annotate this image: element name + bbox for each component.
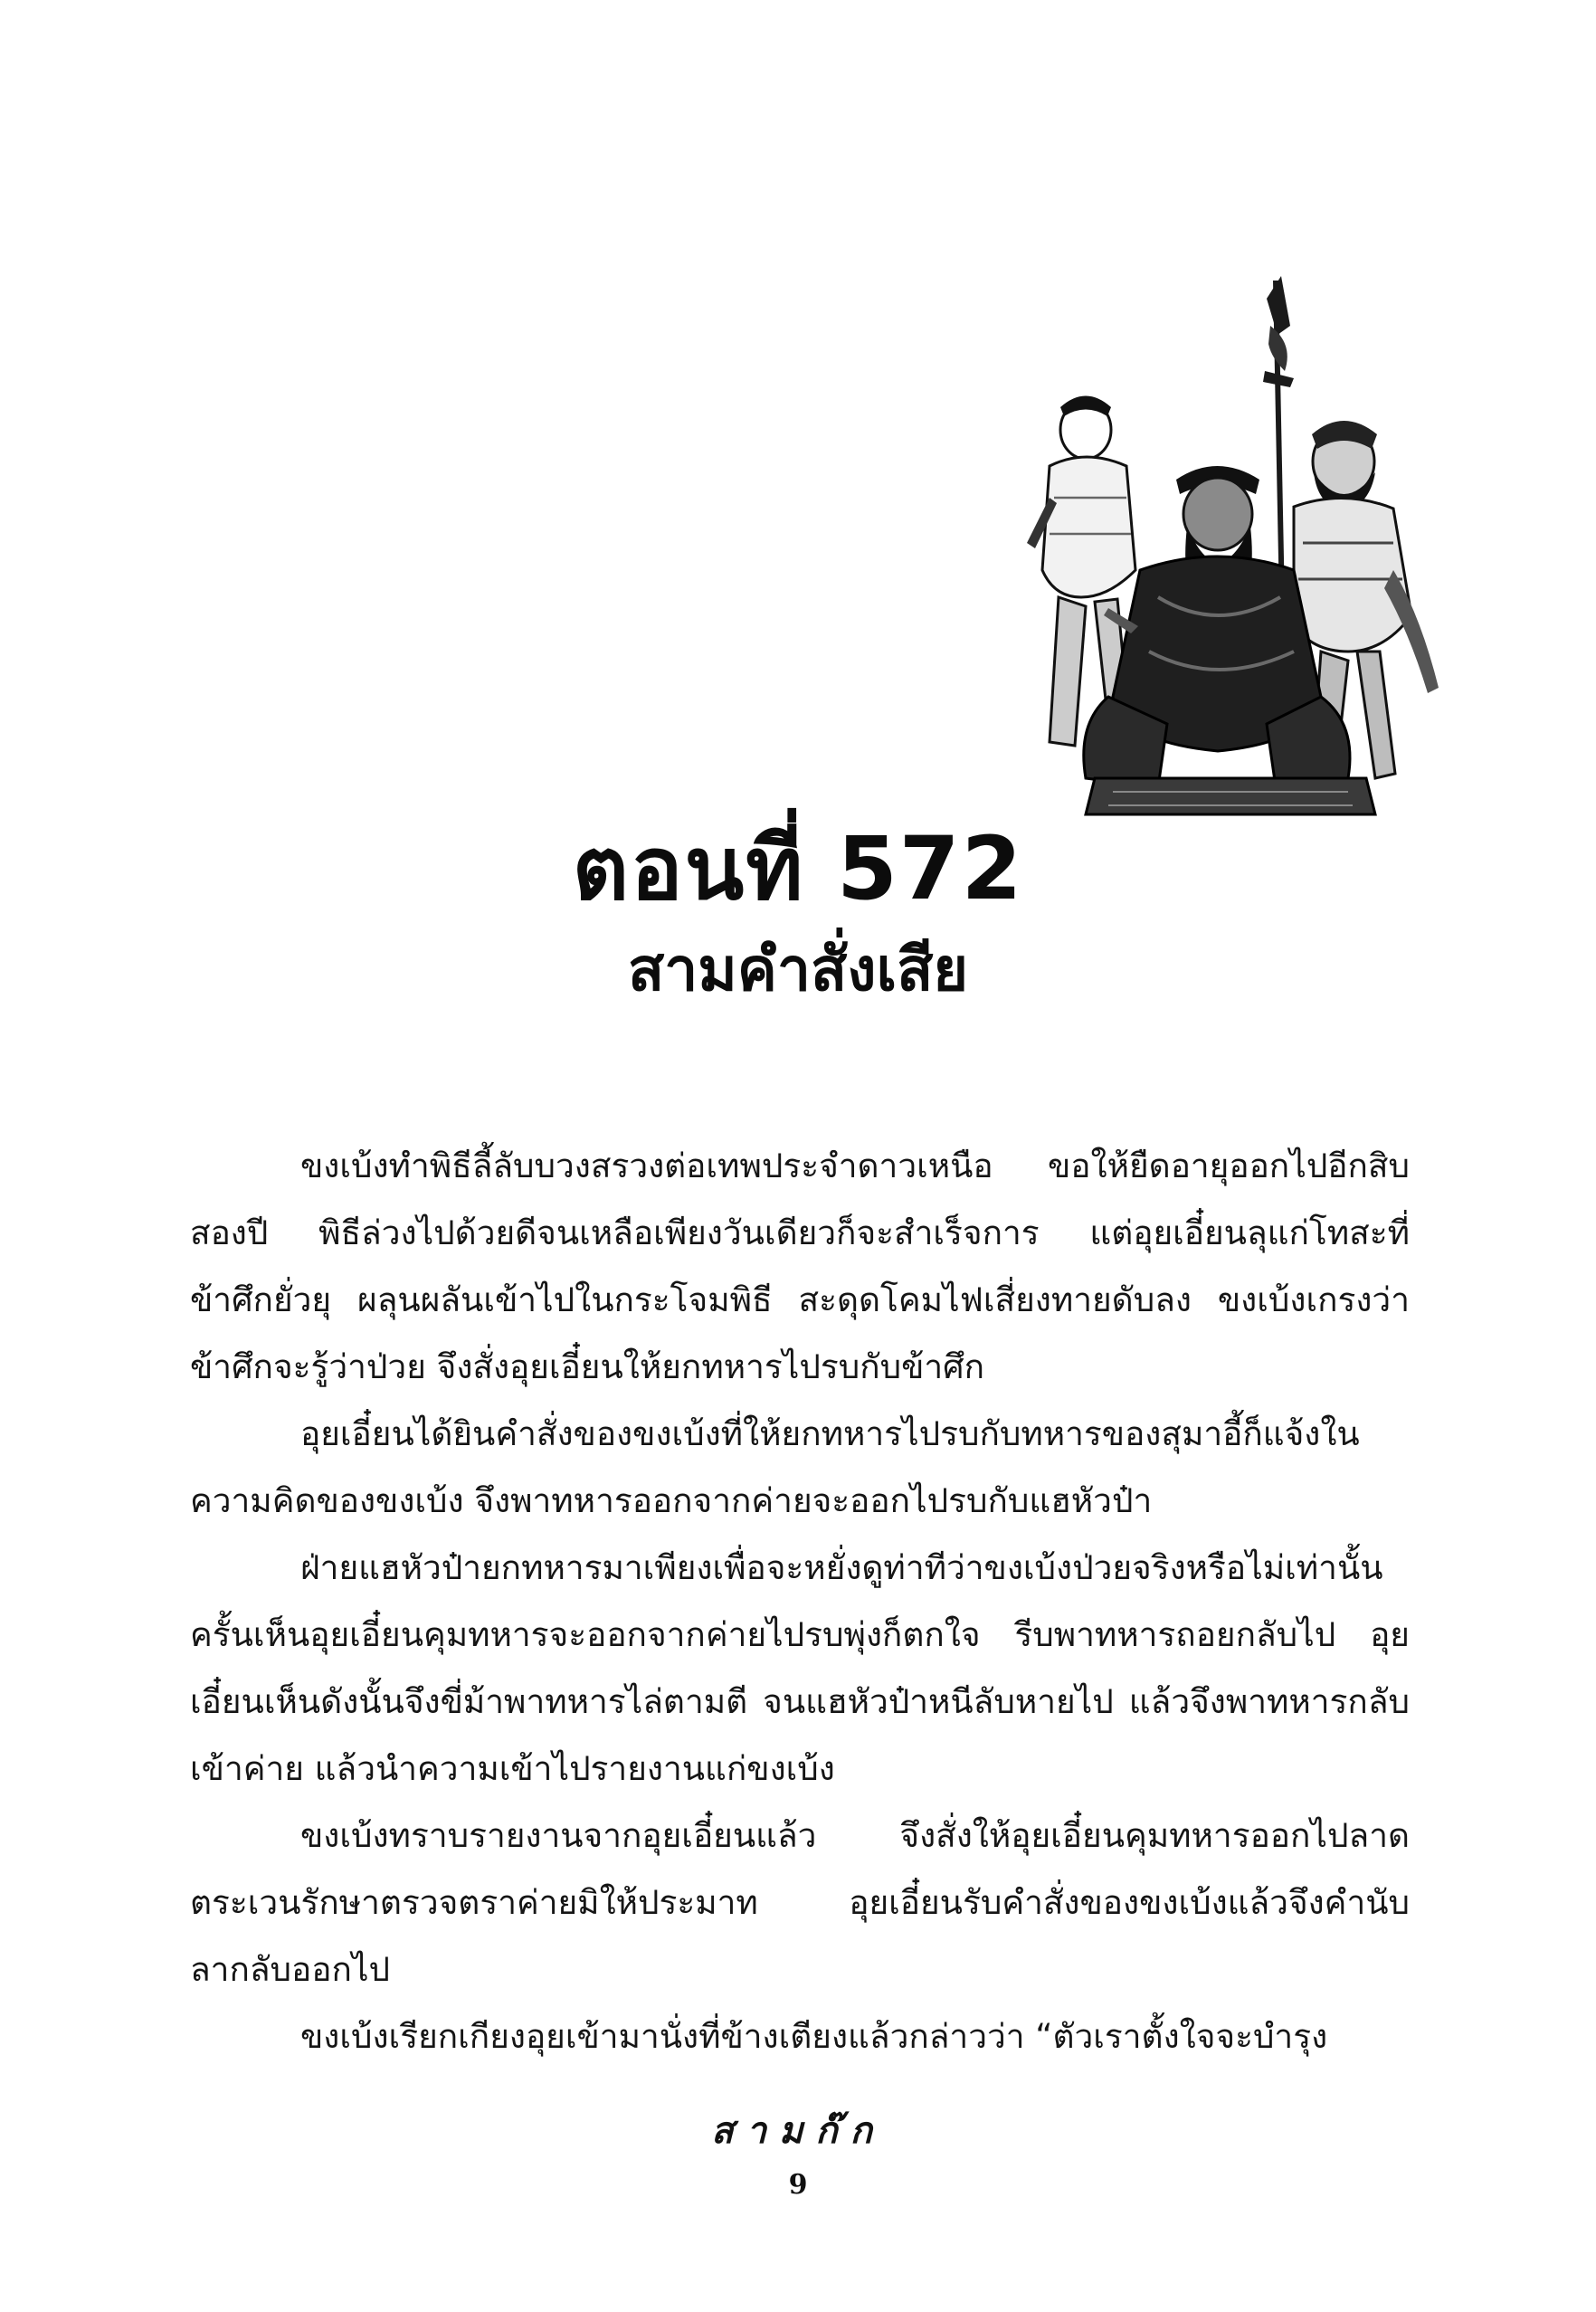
paragraph: อุยเอี๋ยนได้ยินคำสั่งของขงเบ้งที่ให้ยกทหารไปรบกับทหารของสุมาอี้ก็แจ้งในความคิดของขงเบ้ง จึงพาทหารออกจากค่ายจะออกไปรบกับแฮหัวป๋า xyxy=(190,1414,1360,1520)
page-footer xyxy=(0,2104,1596,2205)
paragraph: ขงเบ้งทราบรายงานจากอุยเอี๋ยนแล้ว จึงสั่งให้อุยเอี๋ยนคุมทหารออกไปลาดตระเวนรักษาตรวจตราค่ายมิให้ประมาท อุยเอี๋ยนรับคำสั่งของขงเบ้งแล้วจึงคำนับลากลับออกไป xyxy=(190,1816,1410,1989)
warrior-figures-illustration-icon xyxy=(1022,271,1448,833)
footer-book-title: สามก๊ก xyxy=(711,2110,885,2152)
chapter-title: สามคำสั่งเสีย xyxy=(627,935,969,1004)
page-number: 9 xyxy=(788,2169,808,2201)
chapter-body xyxy=(190,1133,1410,2070)
paragraph: ขงเบ้งเรียกเกียงอุยเข้ามานั่งที่ข้างเตียงแล้วกล่าวว่า “ตัวเราตั้งใจจะบำรุง xyxy=(300,2017,1328,2056)
paragraph: ฝ่ายแฮหัวป๋ายกทหารมาเพียงเพื่อจะหยั่งดูท่าทีว่าขงเบ้งป่วยจริงหรือไม่เท่านั้น ครั้นเห็นอุยเอี๋ยนคุมทหารจะออกจากค่ายไปรบพุ่งก็ตกใจ รีบพาทหารถอยกลับไป อุยเอี๋ยนเห็นดังนั้นจึงขี่ม้าพาทหารไล่ตามตี จนแฮหัวป๋าหนีลับหายไป แล้วจึงพาทหารกลับเข้าค่าย แล้วนำความเข้าไปรายงานแก่ขงเบ้ง xyxy=(190,1548,1410,1788)
chapter-heading xyxy=(0,814,1596,1013)
chapter-number: ตอนที่ 572 xyxy=(572,818,1024,919)
paragraph: ขงเบ้งทำพิธีลี้ลับบวงสรวงต่อเทพประจำดาวเหนือ ขอให้ยืดอายุออกไปอีกสิบสองปี พิธีล่วงไปด้วยดีจนเหลือเพียงวันเดียวก็จะสำเร็จการ แต่อุยเอี๋ยนลุแก่โทสะที่ข้าศึกยั่วยุ ผลุนผลันเข้าไปในกระโจมพิธี สะดุดโคมไฟเสี่ยงทายดับลง ขงเบ้งเกรงว่าข้าศึกจะรู้ว่าป่วย จึงสั่งอุยเอี๋ยนให้ยกทหารไปรบกับข้าศึก xyxy=(190,1146,1410,1386)
